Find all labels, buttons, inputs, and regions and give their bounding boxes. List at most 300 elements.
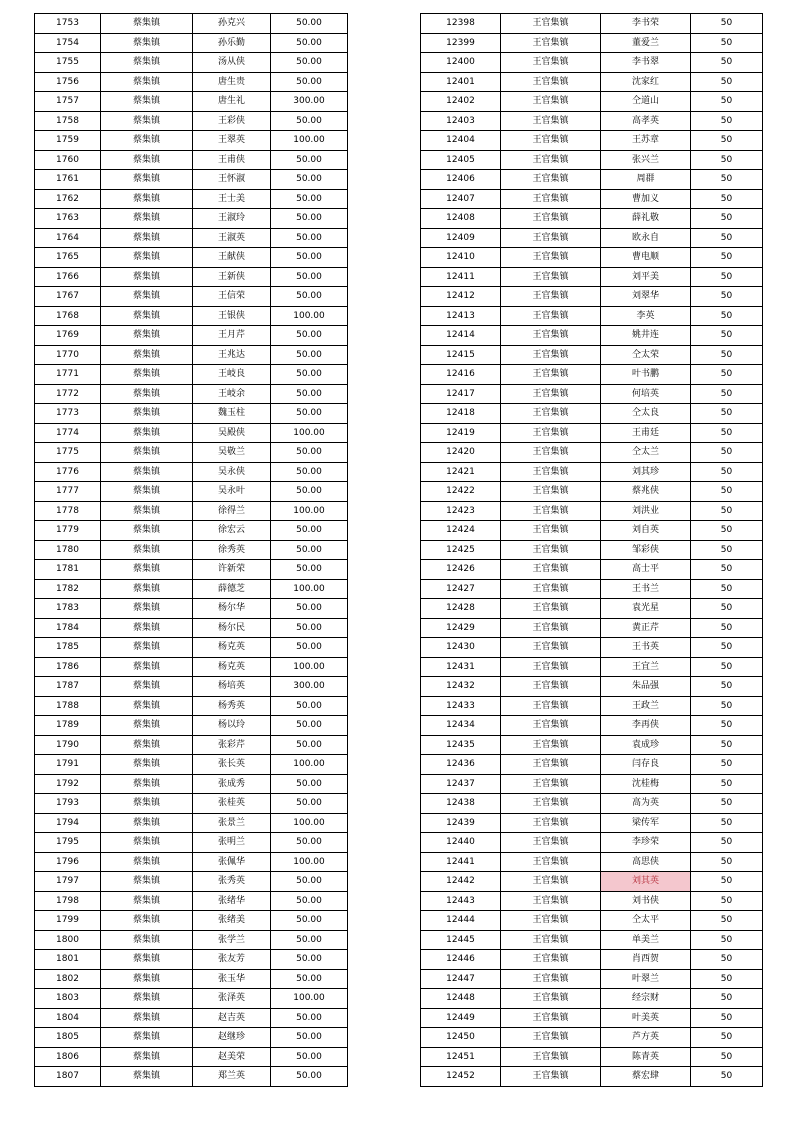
table-row (421, 716, 763, 736)
table-row (35, 92, 348, 112)
table-row (35, 267, 348, 287)
row-number-cell: 12429 (421, 618, 501, 638)
town-cell: 王官集镇 (501, 189, 601, 209)
name-cell: 叶美英 (601, 1008, 691, 1028)
row-number-cell: 12408 (421, 209, 501, 229)
town-cell: 王官集镇 (501, 72, 601, 92)
name-cell: 张绪美 (193, 911, 271, 931)
table-row (421, 170, 763, 190)
name-cell: 仝道山 (601, 92, 691, 112)
table-row (35, 969, 348, 989)
name-cell: 单美兰 (601, 930, 691, 950)
name-cell: 高思侠 (601, 852, 691, 872)
amount-cell: 50 (691, 1047, 763, 1067)
row-number-cell: 12436 (421, 755, 501, 775)
row-number-cell: 12402 (421, 92, 501, 112)
row-number-cell: 1803 (35, 989, 101, 1009)
amount-cell: 50 (691, 872, 763, 892)
name-cell: 曹加义 (601, 189, 691, 209)
town-cell: 蔡集镇 (101, 404, 193, 424)
table-row (35, 189, 348, 209)
town-cell: 蔡集镇 (101, 267, 193, 287)
row-number-cell: 12445 (421, 930, 501, 950)
amount-cell: 50 (691, 852, 763, 872)
table-row (35, 462, 348, 482)
town-cell: 王官集镇 (501, 365, 601, 385)
table-row (421, 657, 763, 677)
amount-cell: 50 (691, 248, 763, 268)
amount-cell: 50 (691, 813, 763, 833)
name-cell: 刘其英 (601, 872, 691, 892)
amount-cell: 50 (691, 501, 763, 521)
table-row (35, 150, 348, 170)
row-number-cell: 12437 (421, 774, 501, 794)
row-number-cell: 12426 (421, 560, 501, 580)
amount-cell: 50.00 (271, 891, 348, 911)
name-cell: 张秀英 (193, 872, 271, 892)
row-number-cell: 1776 (35, 462, 101, 482)
row-number-cell: 12448 (421, 989, 501, 1009)
town-cell: 王官集镇 (501, 501, 601, 521)
table-row (421, 131, 763, 151)
town-cell: 王官集镇 (501, 326, 601, 346)
town-cell: 蔡集镇 (101, 774, 193, 794)
name-cell: 王政兰 (601, 696, 691, 716)
row-number-cell: 12410 (421, 248, 501, 268)
name-cell: 唐生礼 (193, 92, 271, 112)
amount-cell: 50.00 (271, 345, 348, 365)
name-cell: 王书英 (601, 638, 691, 658)
town-cell: 蔡集镇 (101, 872, 193, 892)
name-cell: 蔡兆侠 (601, 482, 691, 502)
name-cell: 李再侠 (601, 716, 691, 736)
row-number-cell: 1764 (35, 228, 101, 248)
amount-cell: 50.00 (271, 53, 348, 73)
amount-cell: 50.00 (271, 1028, 348, 1048)
amount-cell: 50.00 (271, 930, 348, 950)
amount-cell: 50 (691, 482, 763, 502)
name-cell: 沈家红 (601, 72, 691, 92)
row-number-cell: 1799 (35, 911, 101, 931)
name-cell: 梁传军 (601, 813, 691, 833)
town-cell: 王官集镇 (501, 657, 601, 677)
amount-cell: 50.00 (271, 287, 348, 307)
row-number-cell: 1791 (35, 755, 101, 775)
name-cell: 张长英 (193, 755, 271, 775)
town-cell: 蔡集镇 (101, 92, 193, 112)
town-cell: 蔡集镇 (101, 1067, 193, 1087)
row-number-cell: 1777 (35, 482, 101, 502)
row-number-cell: 12430 (421, 638, 501, 658)
row-number-cell: 12416 (421, 365, 501, 385)
town-cell: 蔡集镇 (101, 657, 193, 677)
row-number-cell: 1763 (35, 209, 101, 229)
amount-cell: 300.00 (271, 92, 348, 112)
amount-cell: 50 (691, 462, 763, 482)
town-cell: 王官集镇 (501, 735, 601, 755)
name-cell: 杨秀英 (193, 696, 271, 716)
row-number-cell: 1783 (35, 599, 101, 619)
town-cell: 王官集镇 (501, 345, 601, 365)
name-cell: 孙克兴 (193, 14, 271, 34)
name-cell: 张绪华 (193, 891, 271, 911)
name-cell: 姚井连 (601, 326, 691, 346)
town-cell: 王官集镇 (501, 618, 601, 638)
table-row (421, 677, 763, 697)
amount-cell: 50 (691, 150, 763, 170)
amount-cell: 300.00 (271, 677, 348, 697)
row-number-cell: 1753 (35, 14, 101, 34)
row-number-cell: 12406 (421, 170, 501, 190)
table-row (35, 852, 348, 872)
amount-cell: 50 (691, 423, 763, 443)
table-row (35, 794, 348, 814)
name-cell: 李书荣 (601, 14, 691, 34)
amount-cell: 50 (691, 384, 763, 404)
amount-cell: 50.00 (271, 365, 348, 385)
row-number-cell: 1778 (35, 501, 101, 521)
table-row (421, 560, 763, 580)
name-cell: 仝太荣 (601, 345, 691, 365)
town-cell: 王官集镇 (501, 228, 601, 248)
row-number-cell: 1772 (35, 384, 101, 404)
name-cell: 赵吉英 (193, 1008, 271, 1028)
row-number-cell: 1761 (35, 170, 101, 190)
table-row (421, 267, 763, 287)
table-row (421, 33, 763, 53)
table-row (421, 92, 763, 112)
town-cell: 王官集镇 (501, 599, 601, 619)
row-number-cell: 1805 (35, 1028, 101, 1048)
name-cell: 王苏章 (601, 131, 691, 151)
name-cell: 张景兰 (193, 813, 271, 833)
town-cell: 蔡集镇 (101, 1047, 193, 1067)
amount-cell: 50 (691, 989, 763, 1009)
amount-cell: 50 (691, 638, 763, 658)
amount-cell: 50.00 (271, 599, 348, 619)
row-number-cell: 1775 (35, 443, 101, 463)
row-number-cell: 12438 (421, 794, 501, 814)
town-cell: 蔡集镇 (101, 833, 193, 853)
name-cell: 曹电顺 (601, 248, 691, 268)
table-row (35, 131, 348, 151)
town-cell: 王官集镇 (501, 521, 601, 541)
town-cell: 王官集镇 (501, 131, 601, 151)
name-cell: 薛礼敬 (601, 209, 691, 229)
amount-cell: 50 (691, 1028, 763, 1048)
amount-cell: 50 (691, 930, 763, 950)
row-number-cell: 1756 (35, 72, 101, 92)
town-cell: 蔡集镇 (101, 248, 193, 268)
row-number-cell: 12424 (421, 521, 501, 541)
table-row (35, 989, 348, 1009)
table-row (421, 189, 763, 209)
table-row (35, 833, 348, 853)
table-row (35, 209, 348, 229)
row-number-cell: 12407 (421, 189, 501, 209)
town-cell: 蔡集镇 (101, 716, 193, 736)
town-cell: 蔡集镇 (101, 345, 193, 365)
table-row (421, 696, 763, 716)
table-row (421, 911, 763, 931)
amount-cell: 50 (691, 33, 763, 53)
name-cell: 吴殿侠 (193, 423, 271, 443)
town-cell: 王官集镇 (501, 1047, 601, 1067)
town-cell: 蔡集镇 (101, 755, 193, 775)
right-roster-body (421, 14, 763, 1087)
table-row (35, 14, 348, 34)
town-cell: 王官集镇 (501, 813, 601, 833)
row-number-cell: 12401 (421, 72, 501, 92)
town-cell: 王官集镇 (501, 150, 601, 170)
town-cell: 蔡集镇 (101, 326, 193, 346)
amount-cell: 50.00 (271, 170, 348, 190)
town-cell: 王官集镇 (501, 833, 601, 853)
left-roster-body (35, 14, 348, 1087)
table-row (421, 872, 763, 892)
row-number-cell: 12441 (421, 852, 501, 872)
row-number-cell: 12433 (421, 696, 501, 716)
table-row (421, 209, 763, 229)
row-number-cell: 12422 (421, 482, 501, 502)
table-row (421, 501, 763, 521)
amount-cell: 100.00 (271, 813, 348, 833)
table-row (35, 540, 348, 560)
amount-cell: 50 (691, 735, 763, 755)
name-cell: 李珍荣 (601, 833, 691, 853)
table-row (421, 404, 763, 424)
town-cell: 蔡集镇 (101, 521, 193, 541)
town-cell: 蔡集镇 (101, 950, 193, 970)
amount-cell: 50 (691, 755, 763, 775)
name-cell: 张桂英 (193, 794, 271, 814)
table-row (35, 716, 348, 736)
town-cell: 王官集镇 (501, 423, 601, 443)
name-cell: 董爱兰 (601, 33, 691, 53)
town-cell: 王官集镇 (501, 306, 601, 326)
amount-cell: 50.00 (271, 774, 348, 794)
table-row (35, 326, 348, 346)
amount-cell: 50 (691, 677, 763, 697)
town-cell: 王官集镇 (501, 404, 601, 424)
row-number-cell: 1785 (35, 638, 101, 658)
table-row (421, 287, 763, 307)
town-cell: 王官集镇 (501, 111, 601, 131)
amount-cell: 50.00 (271, 716, 348, 736)
name-cell: 杨尔华 (193, 599, 271, 619)
amount-cell: 50.00 (271, 443, 348, 463)
table-row (35, 755, 348, 775)
amount-cell: 50 (691, 794, 763, 814)
name-cell: 陈青英 (601, 1047, 691, 1067)
row-number-cell: 1794 (35, 813, 101, 833)
name-cell: 张明兰 (193, 833, 271, 853)
table-row (421, 423, 763, 443)
name-cell: 杨克英 (193, 638, 271, 658)
amount-cell: 50 (691, 72, 763, 92)
name-cell: 徐秀英 (193, 540, 271, 560)
town-cell: 蔡集镇 (101, 384, 193, 404)
amount-cell: 50 (691, 657, 763, 677)
name-cell: 王新侠 (193, 267, 271, 287)
name-cell: 张兴兰 (601, 150, 691, 170)
table-row (421, 248, 763, 268)
table-row (421, 1067, 763, 1087)
town-cell: 蔡集镇 (101, 482, 193, 502)
name-cell: 朱品强 (601, 677, 691, 697)
row-number-cell: 12423 (421, 501, 501, 521)
town-cell: 蔡集镇 (101, 540, 193, 560)
row-number-cell: 12450 (421, 1028, 501, 1048)
town-cell: 王官集镇 (501, 482, 601, 502)
name-cell: 许新荣 (193, 560, 271, 580)
amount-cell: 100.00 (271, 131, 348, 151)
row-number-cell: 12449 (421, 1008, 501, 1028)
amount-cell: 50 (691, 170, 763, 190)
table-row (421, 462, 763, 482)
row-number-cell: 12404 (421, 131, 501, 151)
row-number-cell: 1787 (35, 677, 101, 697)
amount-cell: 50.00 (271, 872, 348, 892)
row-number-cell: 1779 (35, 521, 101, 541)
town-cell: 王官集镇 (501, 14, 601, 34)
table-row (35, 228, 348, 248)
table-row (35, 53, 348, 73)
town-cell: 王官集镇 (501, 33, 601, 53)
table-row (421, 540, 763, 560)
table-row (35, 638, 348, 658)
row-number-cell: 1807 (35, 1067, 101, 1087)
name-cell: 蔡宏肆 (601, 1067, 691, 1087)
row-number-cell: 1798 (35, 891, 101, 911)
row-number-cell: 12414 (421, 326, 501, 346)
table-row (35, 521, 348, 541)
town-cell: 王官集镇 (501, 560, 601, 580)
town-cell: 王官集镇 (501, 872, 601, 892)
table-row (421, 755, 763, 775)
town-cell: 王官集镇 (501, 930, 601, 950)
row-number-cell: 1793 (35, 794, 101, 814)
town-cell: 蔡集镇 (101, 189, 193, 209)
row-number-cell: 12452 (421, 1067, 501, 1087)
name-cell: 叶书鹏 (601, 365, 691, 385)
row-number-cell: 1765 (35, 248, 101, 268)
name-cell: 王甫侠 (193, 150, 271, 170)
town-cell: 王官集镇 (501, 1028, 601, 1048)
row-number-cell: 1792 (35, 774, 101, 794)
name-cell: 王岐良 (193, 365, 271, 385)
amount-cell: 50.00 (271, 540, 348, 560)
table-row (35, 345, 348, 365)
amount-cell: 50 (691, 326, 763, 346)
town-cell: 蔡集镇 (101, 794, 193, 814)
name-cell: 仝太良 (601, 404, 691, 424)
town-cell: 王官集镇 (501, 579, 601, 599)
town-cell: 蔡集镇 (101, 911, 193, 931)
amount-cell: 50 (691, 365, 763, 385)
table-row (421, 989, 763, 1009)
name-cell: 张玉华 (193, 969, 271, 989)
row-number-cell: 1770 (35, 345, 101, 365)
table-row (35, 423, 348, 443)
amount-cell: 50.00 (271, 911, 348, 931)
table-row (35, 482, 348, 502)
row-number-cell: 12446 (421, 950, 501, 970)
name-cell: 王淑英 (193, 228, 271, 248)
town-cell: 王官集镇 (501, 462, 601, 482)
town-cell: 王官集镇 (501, 677, 601, 697)
row-number-cell: 1806 (35, 1047, 101, 1067)
town-cell: 王官集镇 (501, 696, 601, 716)
amount-cell: 50 (691, 540, 763, 560)
table-row (35, 443, 348, 463)
town-cell: 蔡集镇 (101, 443, 193, 463)
table-row (421, 833, 763, 853)
amount-cell: 50.00 (271, 248, 348, 268)
row-number-cell: 12411 (421, 267, 501, 287)
amount-cell: 50.00 (271, 521, 348, 541)
name-cell: 王宜兰 (601, 657, 691, 677)
table-row (35, 813, 348, 833)
name-cell: 徐得兰 (193, 501, 271, 521)
town-cell: 王官集镇 (501, 911, 601, 931)
row-number-cell: 12432 (421, 677, 501, 697)
table-row (35, 365, 348, 385)
name-cell: 高孝英 (601, 111, 691, 131)
town-cell: 蔡集镇 (101, 33, 193, 53)
amount-cell: 50.00 (271, 696, 348, 716)
amount-cell: 50 (691, 189, 763, 209)
name-cell: 王月芹 (193, 326, 271, 346)
row-number-cell: 12412 (421, 287, 501, 307)
row-number-cell: 1786 (35, 657, 101, 677)
amount-cell: 50 (691, 521, 763, 541)
town-cell: 蔡集镇 (101, 852, 193, 872)
name-cell: 杨尔民 (193, 618, 271, 638)
name-cell: 王书兰 (601, 579, 691, 599)
amount-cell: 50.00 (271, 326, 348, 346)
table-row (421, 852, 763, 872)
row-number-cell: 12434 (421, 716, 501, 736)
name-cell: 王银侠 (193, 306, 271, 326)
table-row (35, 1067, 348, 1087)
table-row (35, 872, 348, 892)
town-cell: 王官集镇 (501, 540, 601, 560)
amount-cell: 50 (691, 14, 763, 34)
amount-cell: 50 (691, 599, 763, 619)
row-number-cell: 12419 (421, 423, 501, 443)
amount-cell: 50.00 (271, 150, 348, 170)
name-cell: 张泽英 (193, 989, 271, 1009)
name-cell: 王甫廷 (601, 423, 691, 443)
row-number-cell: 1781 (35, 560, 101, 580)
row-number-cell: 1754 (35, 33, 101, 53)
name-cell: 邹彩侠 (601, 540, 691, 560)
row-number-cell: 12398 (421, 14, 501, 34)
row-number-cell: 12428 (421, 599, 501, 619)
amount-cell: 50.00 (271, 111, 348, 131)
name-cell: 吴永侠 (193, 462, 271, 482)
table-row (421, 306, 763, 326)
amount-cell: 50 (691, 716, 763, 736)
name-cell: 欧永自 (601, 228, 691, 248)
table-row (35, 1047, 348, 1067)
row-number-cell: 12399 (421, 33, 501, 53)
name-cell: 王士美 (193, 189, 271, 209)
table-row (35, 891, 348, 911)
town-cell: 王官集镇 (501, 443, 601, 463)
table-row (421, 384, 763, 404)
